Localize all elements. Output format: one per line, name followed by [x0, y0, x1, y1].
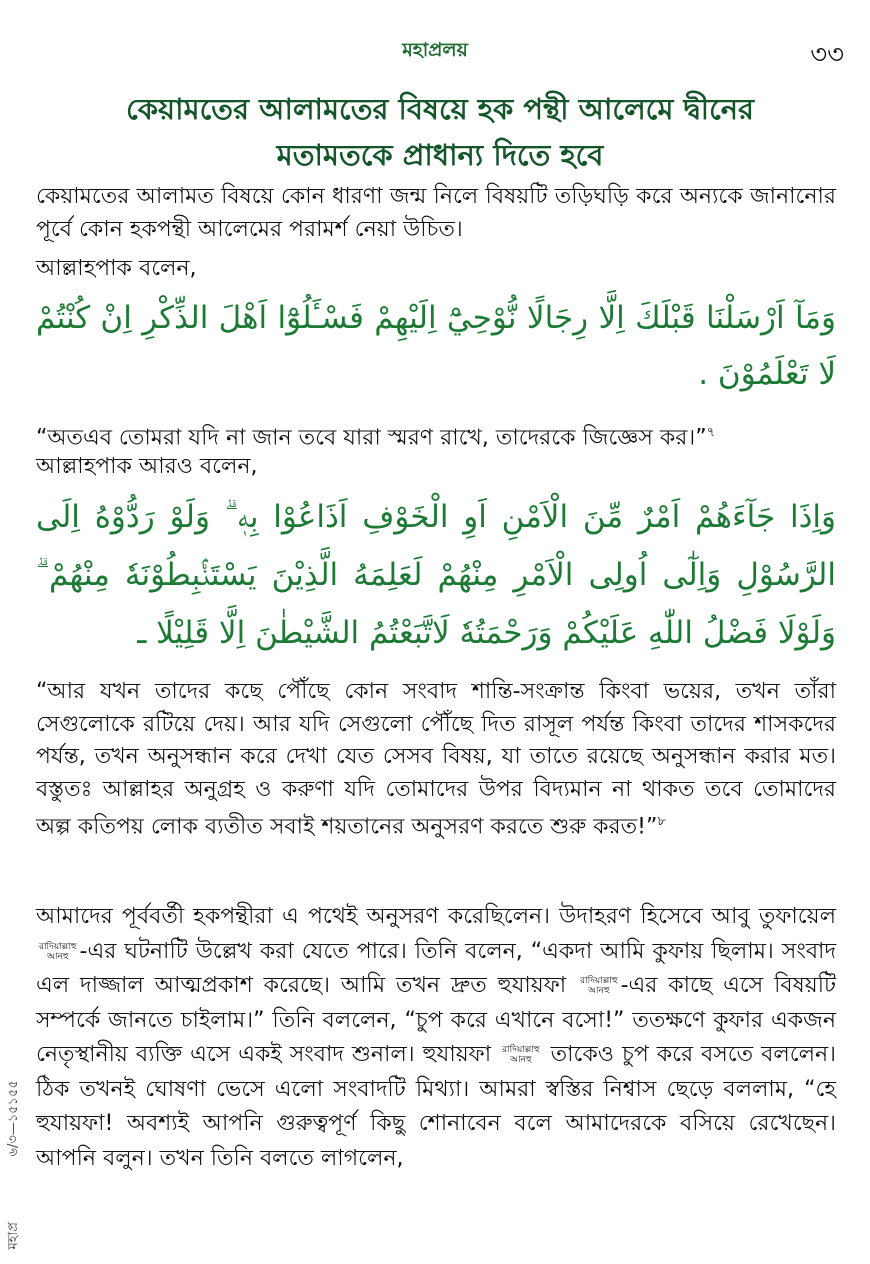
- quran-verse-1: وَمَآ اَرْسَلْنَا قَبْلَكَ اِلَّا رِجَالًا نُّوْحِيْٓ اِلَيْهِمْ فَسْـَٔلُوْٓا اَهْلَ الذِّكْرِ اِنْ كُنْتُمْ لَا تَعْلَمُوْنَ .: [36, 300, 836, 392]
- narration-part-1: আমাদের পূর্ববর্তী হকপন্থীরা এ পথেই অনুসরণ করেছিলেন। উদাহরণ হিসেবে আবু তুফায়েল: [36, 904, 836, 929]
- translation-1: [36, 416, 836, 454]
- narration-part-3: -এর কাছে এসে বিষয়টি সম্পর্কে জানতে চাইলাম।” তিনি বললেন, “চুপ করে এখানে বসো!” ততক্ষণে কুফার একজন নেতৃস্থানীয় ব্যক্তি এসে একই সংবাদ শুনাল। হুযায়ফা: [36, 973, 836, 1067]
- paragraph-intro: কেয়ামতের আলামত বিষয়ে কোন ধারণা জন্ম নিলে বিষয়টি তড়িঘড়ি করে অন্যকে জানানোর পূর্বে কোন হকপন্থী আলেমের পরামর্শ নেয়া উচিত।: [36, 184, 836, 242]
- translation-1-text: “অতএব তোমরা যদি না জান তবে যারা স্মরণ রাখে, তাদেরকে জিজ্ঞেস কর।”: [36, 425, 707, 451]
- footnote-ref-8: ৮: [657, 814, 666, 829]
- honorific-mark: রাদিয়াল্লাহু আনহু: [580, 976, 618, 996]
- section-heading: [40, 86, 840, 178]
- translation-2-text: “আর যখন তাদের কছে পৌঁছে কোন সংবাদ শান্তি-সংক্রান্ত কিংবা ভয়ের, তখন তাঁরা সেগুলোকে রটিয়ে দেয়। আর যদি সেগুলো পৌঁছে দিত রাসূল পর্যন্ত কিংবা তাদের শাসকদের পর্যন্ত, তখন অনুসন্ধান করে দেখা যেত সেসব বিষয়, যা তাতে রয়েছে অনুসন্ধান করার মত। বস্তুতঃ আল্লাহর অনুগ্রহ ও করুণা যদি তোমাদের উপর বিদ্যমান না থাকত তবে তোমাদের অল্প কতিপয় লোক ব্যতীত সবাই শয়তানের অনুসরণ করতে শুরু করত!”: [36, 679, 836, 840]
- page-number: ৩৩: [810, 40, 844, 70]
- running-title: মহাপ্রলয়: [402, 39, 468, 61]
- paragraph-allah-says: আল্লাহপাক বলেন,: [36, 256, 197, 281]
- footnote-ref-7: ৭: [706, 425, 716, 440]
- honorific-mark: রাদিয়াল্লাহু আনহু: [502, 1045, 540, 1065]
- narration-part-4: তাকেও চুপ করে বসতে বললেন। ঠিক তখনই ঘোষণা ভেসে এলো সংবাদটি মিথ্যা। আমরা স্বস্তির নিশ্বাস ছেড়ে বললাম, “হে হুযায়ফা! অবশ্যই আপনি গুরুত্বপূর্ণ কিছু শোনাবেন বলে আমাদেরকে বসিয়ে রেখেছেন। আপনি বলুন। তখন তিনি বলতে লাগলেন,: [36, 1042, 837, 1171]
- quran-verse-2: وَاِذَا جَآءَهُمْ اَمْرٌ مِّنَ الْاَمْنِ اَوِ الْخَوْفِ اَذَاعُوْا بِهٖ ۗ وَلَوْ رَدُّوْهُ اِلَى الرَّسُوْلِ وَاِلٰٓى اُولِى الْاَمْرِ مِنْهُمْ لَعَلِمَهُ الَّذِيْنَ يَسْتَنْۢبِطُوْنَهٗ مِنْهُمْ ۗ وَلَوْلَا فَضْلُ اللّٰهِ عَلَيْكُمْ وَرَحْمَتُهٗ لَاتَّبَعْتُمُ الشَّيْطٰنَ اِلَّا قَلِيْلًا ـ: [36, 499, 836, 651]
- translation-2: [36, 676, 836, 844]
- honorific-mark: রাদিয়াল্লাহু আনহু: [39, 941, 77, 962]
- margin-title: মহাপ্র: [6, 1222, 21, 1250]
- narration-part-2: -এর ঘটনাটি উল্লেখ করা যেতে পারে। তিনি বলেন, “একদা আমি কুফায় ছিলাম। সংবাদ এল দাজ্জাল আত্মপ্রকাশ করেছে। আমি তখন দ্রুত হুযায়ফা: [36, 938, 836, 998]
- margin-code: ৬/৩—১৫১৫৫: [6, 1080, 21, 1157]
- heading-line-1: কেয়ামতের আলামতের বিষয়ে হক পন্থী আলেমে দ্বীনের: [126, 92, 754, 126]
- heading-line-2: মতামতকে প্রাধান্য দিতে হবে: [276, 138, 604, 172]
- paragraph-allah-says-again: আল্লাহপাক আরও বলেন,: [36, 454, 258, 479]
- paragraph-narration: [36, 900, 836, 1176]
